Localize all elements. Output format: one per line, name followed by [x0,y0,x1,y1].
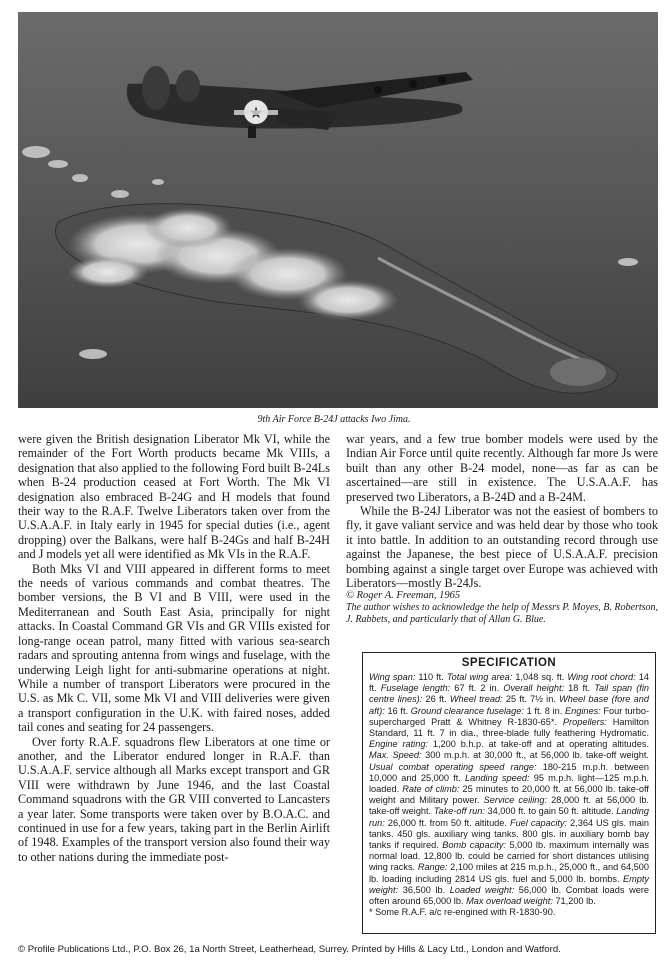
left-paragraph-3: Over forty R.A.F. squadrons flew Liberators at one time or another, and the Liberator endured longer in R.A.F. than U.S.A.A.F. service although all Marks except transport and GR VIII were withdrawn by June 1946, and the last Coastal Command squadrons with the GR VIII converted to Lancasters a year later. Some transports were taken over by B.O.A.C. and continued in use for a few years, taking part in the Berlin Airlift of 1948. Examples of the transport version also found their way to other nations during the immediate post- [18,734,330,864]
spec-value: 14 ft. [369,672,649,694]
spec-value: 1 ft. 8 in. [523,705,565,716]
spec-label: Wheel tread: [449,694,503,705]
spec-label: Landing run: [369,806,649,828]
specification-body [369,672,649,907]
right-paragraph-1: war years, and a few true bomber models were used by the Indian Air Force until quite recently. Although far more Js were built than any other B-24 model, none—as far as can be ascertained—are still in existence. The U.S.A.A.F. has preserved two Liberators, a B-24D and a B-24M. [346,432,658,504]
left-text-column [18,432,330,864]
spec-label: Engine rating: [369,739,428,750]
mount-suribachi [550,358,606,386]
publisher-footer: © Profile Publications Ltd., P.O. Box 26, 1a North Street, Leatherhead, Surrey. Printed by Hills & Lacy Ltd., London and Watford. [18,944,561,955]
spec-value: 5,000 lb. maximum internally was normal load. 12,800 lb. could be carried for short distances utilising wing racks. [369,840,649,873]
photo-caption: 9th Air Force B-24J attacks Iwo Jima. [257,414,411,425]
spec-value: 2,100 miles at 215 m.p.h., 25,000 ft., and 64,500 lb. loading including 2814 US gls. fuel and 5,000 lb. bombs. [369,862,650,884]
spec-value: 1,048 sq. ft. [512,672,568,682]
spec-label: Fuselage length: [380,683,451,694]
spec-label: Total wing area: [446,672,513,682]
specification-footnote: * Some R.A.F. a/c re-engined with R-1830-90. [369,907,556,918]
spec-value: 28,000 ft. at 56,000 lb. take-off weight. [369,795,649,817]
spec-value: 25 ft. 7½ in. [502,694,560,705]
spec-value: Hamilton Standard, 11 ft. 7 in dia., three-blade fully feathering Hydromatic. [369,716,649,739]
spec-label: Range: [417,862,448,873]
spec-label: Engines: [564,705,601,716]
spec-label: Wing root chord: [567,672,636,682]
specification-box [362,652,656,934]
photo-svg [18,12,658,408]
aerial-photo [18,12,658,408]
spec-value: 67 ft. 2 in. [450,683,504,694]
spec-label: Propellers: [562,716,607,727]
spec-value: 16 ft. [384,705,411,716]
spec-label: Landing speed: [465,772,530,783]
spec-label: Wheel base (fore and aft): [369,694,649,716]
spec-label: Tail span (fin centre lines): [369,683,650,705]
spec-value: 95 m.p.h. light—125 m.p.h. loaded. [369,772,649,795]
spec-label: Fuel capacity: [509,817,568,828]
spec-label: Bomb capacity: [442,840,506,851]
spec-label: Take-off run: [433,806,485,817]
spec-label: Overall height: [503,683,565,694]
spec-label: Usual combat operating speed range: [369,761,537,772]
specification-title: SPECIFICATION [461,657,557,669]
spec-label: Ground clearance fuselage: [410,705,524,716]
spec-label: Loaded weight: [449,884,515,895]
spec-value: 110 ft. [415,672,447,682]
left-paragraph-1: were given the British designation Liberator Mk VI, while the remainder of the Fort Worth products became Mk VIIIs, a designation that also applied to the following Ford built B-24Ls when B-24 production ceased at Fort Worth. The Mk VI designation also embraced B-24G and H models that found their way to the R.A.F. Twelve Liberators taken over from the U.S.A.A.F. in Italy early in 1945 for special duties (i.e., agent dropping) over the Balkans, were half B-24Gs and half B-24H and J models yet all were identified as Mk VIs in the R.A.F. [18,432,330,562]
spec-value: 180-215 m.p.h. between 10,000 and 25,000 ft. [369,761,649,783]
spec-value: Four turbo-supercharged Pratt & Whitney R-1830-65*. [369,705,650,727]
spec-label: Max. Speed: [369,750,422,761]
spec-value: 34,000 ft. to gain 50 ft. altitude. [484,806,617,817]
spec-value: 71,200 lb. [552,896,596,907]
spec-label: Service ceiling: [483,795,548,806]
spec-value: 25 minutes to 20,000 ft. at 56,000 lb. take-off weight and Military power. [369,784,649,806]
spec-value: 18 ft. [564,683,595,694]
spec-value: 26,000 ft. from 50 ft. altitude. [384,817,510,828]
spec-value: 2,364 US gls. main tanks. 450 gls. auxiliary wing tanks. 800 gls. in auxiliary bomb bay tanks if required. [369,817,649,851]
spec-value: 26 ft. [422,694,450,705]
right-paragraph-2: While the B-24J Liberator was not the easiest of bombers to fly, it gave valiant service and was held dear by those who took it into battle. In addition to an outstanding record through use against the Japanese, the best piece of U.S.A.A.F. precision bombing against a single target over Europe was achieved with Liberators—mostly B-24Js. [346,504,658,591]
spec-label: Empty weight: [369,873,649,895]
spec-label: Wing span: [369,672,416,682]
spec-value: 1,200 b.h.p. at take-off and at operating altitudes. [428,739,649,750]
spec-label: Rate of climb: [402,784,460,795]
copyright-credit: © Roger A. Freeman, 1965 [346,590,461,602]
acknowledgement: The author wishes to acknowledge the help of Messrs P. Moyes, B. Robertson, J. Rabbets, and particularly that of Allan G. Blue. [346,602,659,625]
spec-value: 36,500 lb. [398,884,450,895]
left-paragraph-2: Both Mks VI and VIII appeared in different forms to meet the needs of various commands and combat theatres. The bomber versions, the B VI and B VIII, were used in the Mediterranean and South East Asia, principally for night attacks. In Coastal Command GR VIs and GR VIIIs existed for long-range ocean patrol, many fitted with various sea-search radars and sprouting antenna from wings and fuselage, with the underwing Leigh light for anti-submarine operations at night. While a number of transport Liberators were procured in the U.S. as Mk C. VII, some Mk VI and VIII deliveries were given a transport configuration in the U.K. with faired noses, added tail cones and seating for 24 passengers. [18,561,330,735]
spec-value: 300 m.p.h. at 30,000 ft., at 56,000 lb. take-off weight. [421,750,649,761]
spec-value: 56,000 lb. Combat loads were often around 65,000 lb. [369,884,649,907]
spec-label: Max overload weight: [466,896,553,907]
right-text-column [346,432,658,625]
